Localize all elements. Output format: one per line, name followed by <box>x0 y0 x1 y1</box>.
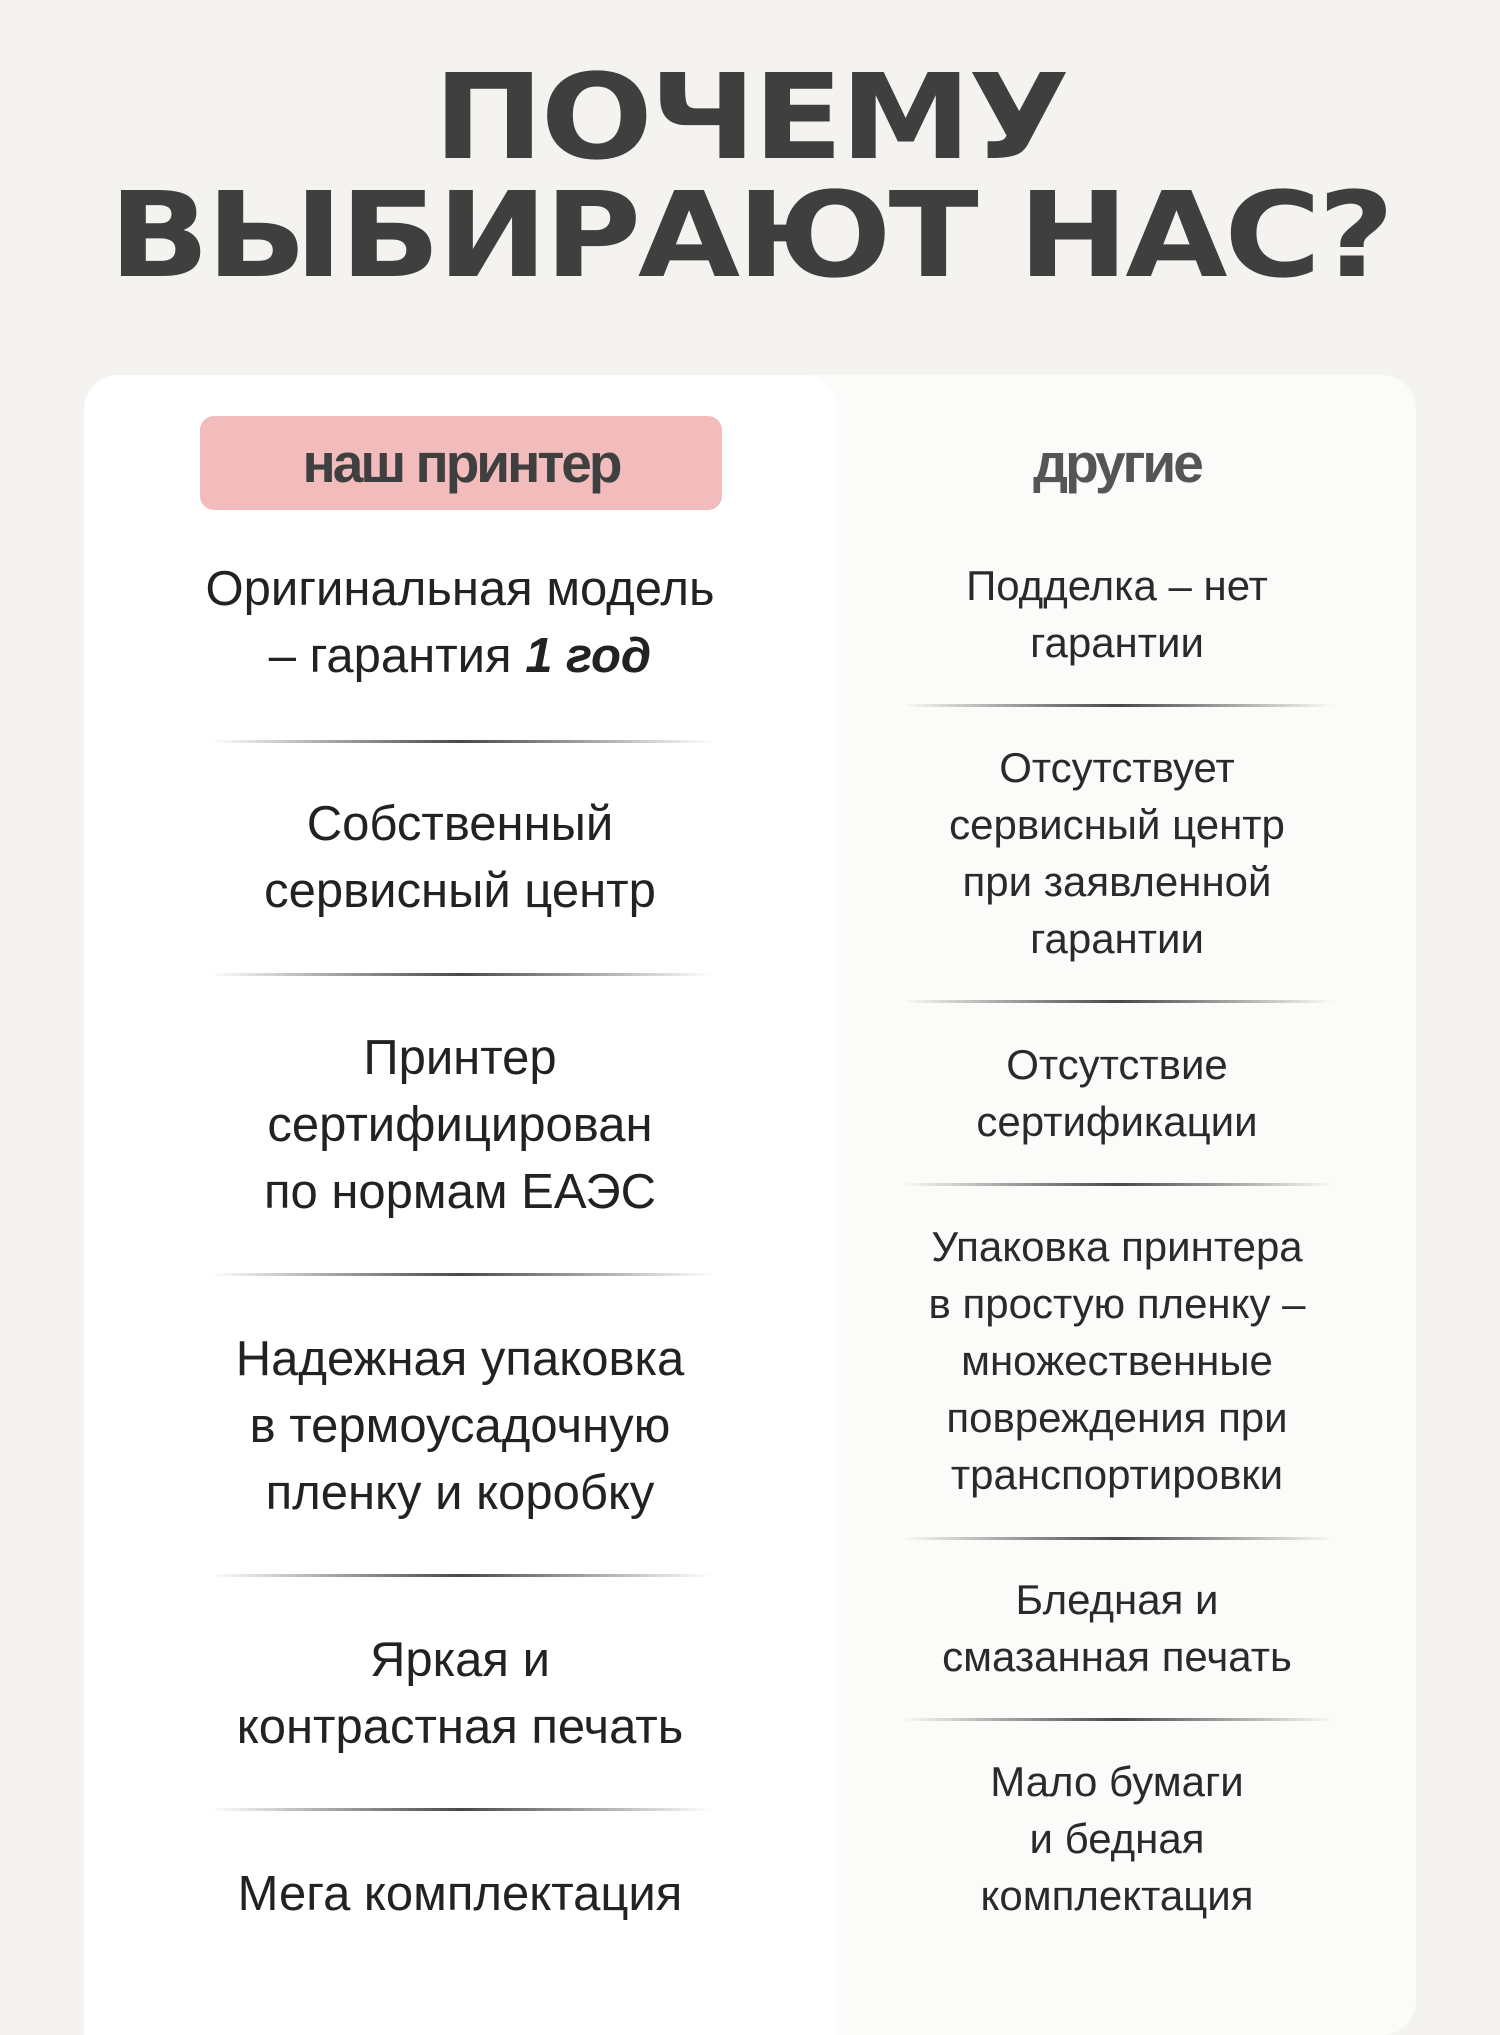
other-item <box>862 556 1372 672</box>
divider <box>902 1000 1334 1003</box>
other-item <box>862 738 1372 968</box>
our-item <box>104 1626 816 1761</box>
other-item-text: Мало бумаги и бедная комплектация <box>980 1757 1254 1919</box>
divider <box>902 1718 1334 1721</box>
divider <box>210 740 712 743</box>
title-line-1: ПОЧЕМУ <box>433 48 1067 186</box>
our-item-text: Оригинальная модель – гарантия <box>205 561 715 683</box>
other-item-text: Отсутствие сертификации <box>976 1041 1258 1145</box>
divider <box>210 973 712 976</box>
our-item-text: Надежная упаковка в термоусадочную пленку и коробку <box>235 1331 685 1520</box>
divider <box>210 1808 712 1811</box>
our-item-text: Мега комплектация <box>237 1866 683 1921</box>
our-item <box>104 1860 816 1928</box>
page-title <box>0 48 1500 304</box>
our-printer-badge: наш принтер <box>200 416 722 510</box>
our-item-emphasis: 1 год <box>525 628 652 683</box>
divider <box>902 1537 1334 1540</box>
our-item <box>104 790 816 925</box>
other-item <box>862 1570 1372 1686</box>
our-item <box>104 1325 816 1527</box>
our-item <box>104 555 816 690</box>
our-item-text: Яркая и контрастная печать <box>236 1632 684 1754</box>
divider <box>902 1183 1334 1186</box>
other-item <box>862 1752 1372 1924</box>
others-heading: другие <box>1033 432 1201 494</box>
other-item-text: Подделка – нет гарантии <box>966 562 1268 666</box>
title-line-2: ВЫБИРАЮТ НАС? <box>108 166 1392 304</box>
other-item-text: Бледная и смазанная печать <box>942 1576 1292 1680</box>
other-item-text: Отсутствует сервисный центр при заявленной гарантии <box>949 744 1285 962</box>
our-item <box>104 1024 816 1226</box>
other-item-text: Упаковка принтера в простую пленку – множественные повреждения при транспортировки <box>928 1222 1306 1498</box>
divider <box>210 1273 712 1276</box>
divider <box>210 1574 712 1577</box>
divider <box>902 704 1334 707</box>
our-item-text: Собственный сервисный центр <box>264 796 656 918</box>
other-item <box>862 1216 1372 1504</box>
other-item <box>862 1035 1372 1151</box>
our-item-text: Принтер сертифицирован по нормам ЕАЭС <box>263 1030 657 1219</box>
